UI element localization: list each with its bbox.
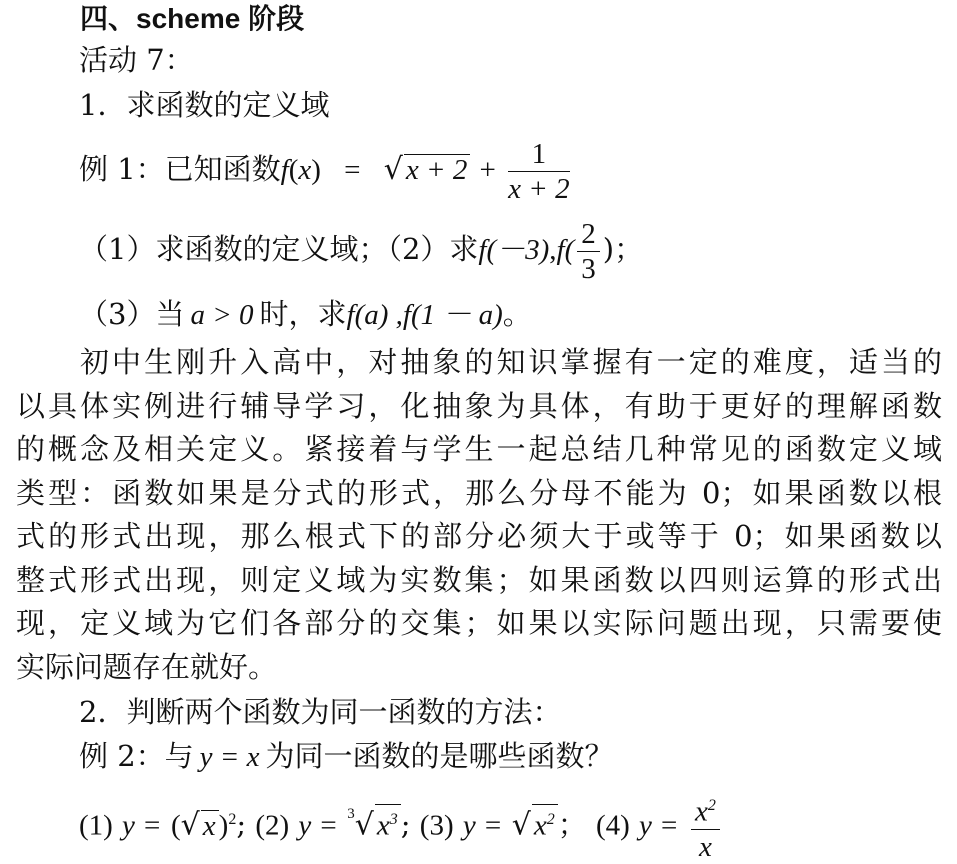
paragraph-line: 初中生刚升入高中，对抽象的知识掌握有一定的难度，适当的 — [80, 345, 942, 379]
question-1-2: （1）求函数的定义域；（2）求f(－3),f( $\frac{2}{3}$ )； — [79, 217, 644, 285]
example2: 例 2：与 y = x 为同一函数的是哪些函数？ — [79, 739, 614, 773]
example1-prefix: 例 1：已知函数 — [79, 152, 281, 186]
fraction: $\frac{1}{x + 2}$ — [508, 137, 570, 205]
sqrt-expression: x + 2 — [404, 154, 470, 185]
item1-heading: 1．求函数的定义域 — [79, 88, 330, 122]
paragraph-line: 类型：函数如果是分式的形式，那么分母不能为 0；如果函数以根 — [16, 475, 942, 510]
paragraph-line: 的概念及相关定义。紧接着与学生一起总结几种常见的函数定义域 — [16, 432, 942, 466]
item2-heading: 2．判断两个函数为同一函数的方法： — [79, 695, 562, 729]
paragraph-line: 式的形式出现，那么根式下的部分必须大于或等于 0；如果函数以 — [16, 519, 942, 553]
paragraph-line: 整式形式出现，则定义域为实数集；如果函数以四则运算的形式出 — [16, 562, 942, 597]
options-line: (1) y = (√ x )$^2$; (2) y = $^3$√ $x^3$ ; (3) y = √ $x^2$ ； (4) y = $\frac{x^2}{x}$ — [79, 788, 723, 864]
example1: 例 1：已知函数f(x) = √ x + 2 + $\frac{1}{x + 2}$ — [79, 137, 570, 205]
section-title: 四、scheme 阶段 — [80, 3, 305, 34]
paragraph-line: 现，定义域为它们各部分的交集；如果以实际问题出现，只需要使 — [16, 606, 942, 640]
paragraph-line: 以具体实例进行辅导学习，化抽象为具体，有助于更好的理解函数 — [16, 388, 942, 423]
paragraph-line: 实际问题存在就好。 — [16, 649, 278, 684]
question-3: （3）当 a > 0 时，求f(a) ,f(1 － a)。 — [79, 297, 532, 331]
fraction-two-thirds: $\frac{2}{3}$ — [577, 217, 600, 286]
fraction-x2-over-x: $\frac{x^2}{x}$ — [691, 789, 720, 864]
explanation-paragraph — [16, 341, 942, 689]
activity-label: 活动 7： — [79, 43, 194, 77]
